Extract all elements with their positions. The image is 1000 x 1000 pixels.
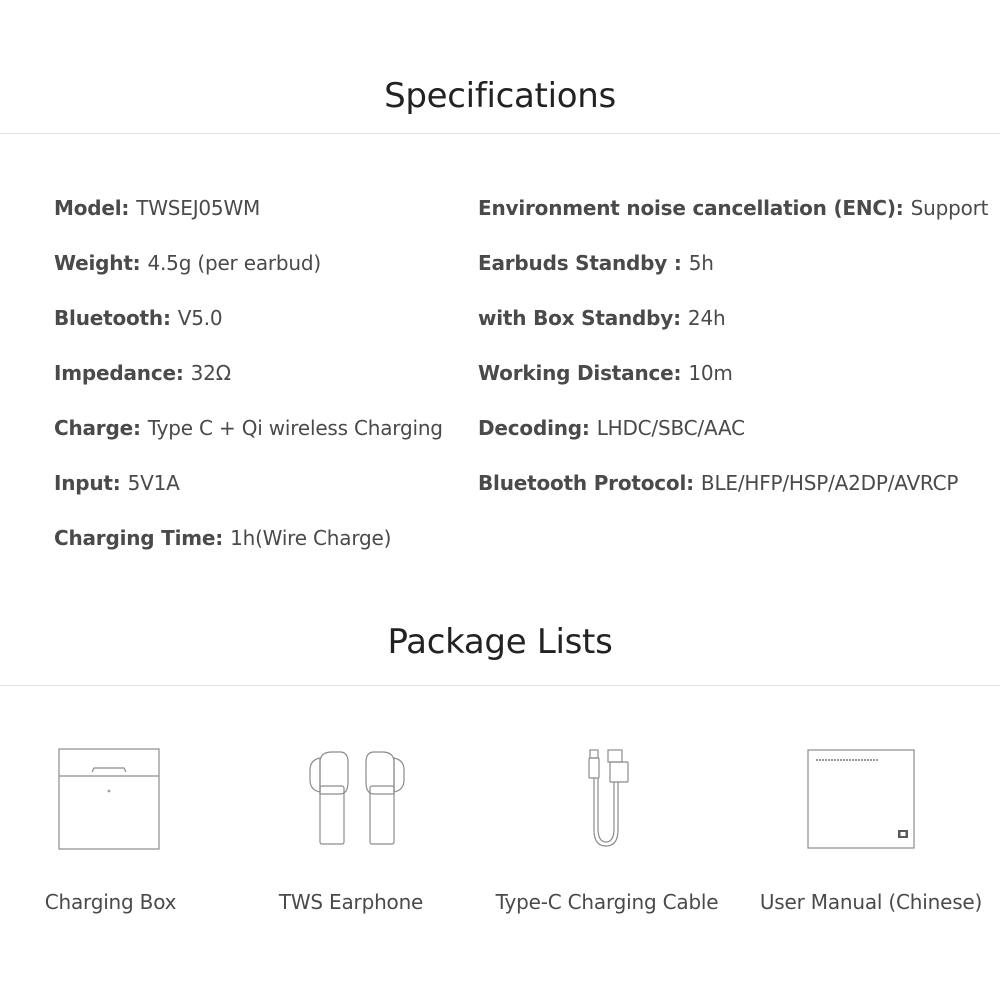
spec-value: BLE/HFP/HSP/A2DP/AVRCP	[700, 471, 959, 495]
spec-label: with Box Standby:	[478, 306, 681, 330]
spec-value: Support	[910, 196, 989, 220]
spec-value: 32Ω	[190, 361, 231, 385]
package-item-label: Type-C Charging Cable	[495, 890, 719, 914]
spec-value: 1h(Wire Charge)	[230, 526, 392, 550]
spec-value: 4.5g (per earbud)	[147, 251, 321, 275]
spec-value: V5.0	[177, 306, 223, 330]
spec-decoding	[478, 416, 745, 440]
manual-icon	[806, 748, 918, 852]
usb-cable-icon	[580, 746, 640, 850]
spec-value: 10m	[688, 361, 733, 385]
spec-label: Bluetooth Protocol:	[478, 471, 694, 495]
charging-box-icon	[56, 746, 162, 852]
spec-working-distance	[478, 361, 733, 385]
spec-charge	[54, 416, 443, 440]
spec-label: Input:	[54, 471, 121, 495]
spec-weight	[54, 251, 321, 275]
specifications-divider	[0, 133, 1000, 134]
package-item-label: TWS Earphone	[278, 890, 424, 914]
package-item-label: Charging Box	[44, 890, 177, 914]
spec-value: LHDC/SBC/AAC	[596, 416, 745, 440]
spec-value: Type C + Qi wireless Charging	[147, 416, 443, 440]
spec-label: Model:	[54, 196, 130, 220]
spec-label: Earbuds Standby :	[478, 251, 682, 275]
spec-label: Charging Time:	[54, 526, 224, 550]
spec-label: Bluetooth:	[54, 306, 171, 330]
spec-value: 5V1A	[127, 471, 180, 495]
spec-earbuds-standby	[478, 251, 714, 275]
spec-label: Environment noise cancellation (ENC):	[478, 196, 904, 220]
package-divider	[0, 685, 1000, 686]
spec-label: Decoding:	[478, 416, 590, 440]
spec-label: Weight:	[54, 251, 141, 275]
earphones-icon	[302, 746, 412, 850]
specifications-title: Specifications	[384, 76, 616, 116]
spec-label: Impedance:	[54, 361, 184, 385]
spec-value: 5h	[688, 251, 714, 275]
spec-bluetooth-protocol	[478, 471, 958, 495]
spec-bluetooth	[54, 306, 222, 330]
spec-model	[54, 196, 260, 220]
package-item-label: User Manual (Chinese)	[759, 890, 983, 914]
spec-input	[54, 471, 180, 495]
spec-label: Working Distance:	[478, 361, 682, 385]
package-lists-title: Package Lists	[387, 622, 613, 662]
spec-label: Charge:	[54, 416, 141, 440]
spec-enc	[478, 196, 988, 220]
spec-value: 24h	[687, 306, 726, 330]
spec-box-standby	[478, 306, 725, 330]
spec-charging-time	[54, 526, 391, 550]
spec-value: TWSEJ05WM	[136, 196, 261, 220]
spec-impedance	[54, 361, 231, 385]
